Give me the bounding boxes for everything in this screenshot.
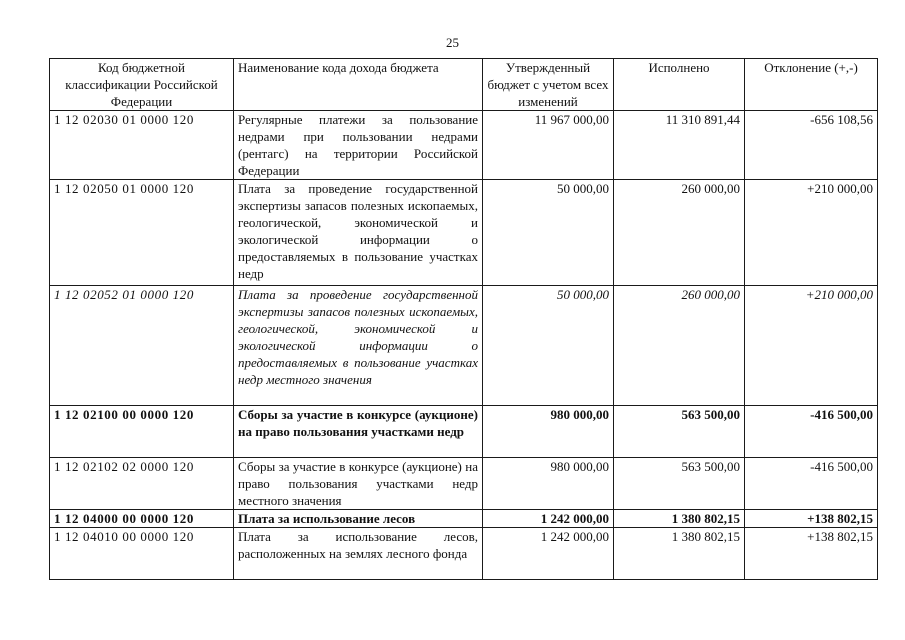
- table-row: [50, 286, 878, 406]
- row-code: 1 12 02030 01 0000 120: [50, 111, 234, 180]
- row-deviation: -416 500,00: [745, 458, 878, 510]
- row-executed: 260 000,00: [614, 286, 745, 406]
- row-executed: 11 310 891,44: [614, 111, 745, 180]
- row-code: 1 12 02050 01 0000 120: [50, 180, 234, 286]
- budget-revenue-table: [49, 58, 878, 580]
- header-name: Наименование кода дохода бюджета: [234, 59, 483, 111]
- row-deviation: +138 802,15: [745, 528, 878, 580]
- row-name: Сборы за участие в конкурсе (аукционе) на право пользования участками недр: [234, 406, 483, 458]
- row-name: Плата за использование лесов, расположенных на землях лесного фонда: [234, 528, 483, 580]
- row-deviation: +210 000,00: [745, 286, 878, 406]
- header-approved: Утвержденный бюджет с учетом всех изменений: [483, 59, 614, 111]
- row-name: Сборы за участие в конкурсе (аукционе) на право пользования участками недр местного значения: [234, 458, 483, 510]
- row-name: Плата за проведение государственной экспертизы запасов полезных ископаемых, геологической, экономической и экологической информации о предоставляемых в пользование участках недр: [234, 180, 483, 286]
- header-executed: Исполнено: [614, 59, 745, 111]
- page-number: 25: [446, 35, 459, 50]
- row-deviation: -416 500,00: [745, 406, 878, 458]
- row-code: 1 12 02052 01 0000 120: [50, 286, 234, 406]
- table-row: [50, 458, 878, 510]
- row-name: Плата за использование лесов: [234, 510, 483, 528]
- row-approved: 50 000,00: [483, 180, 614, 286]
- table-row: [50, 528, 878, 580]
- row-executed: 563 500,00: [614, 458, 745, 510]
- row-approved: 980 000,00: [483, 458, 614, 510]
- header-deviation: Отклонение (+,-): [745, 59, 878, 111]
- row-code: 1 12 04010 00 0000 120: [50, 528, 234, 580]
- row-deviation: -656 108,56: [745, 111, 878, 180]
- row-code: 1 12 02100 00 0000 120: [50, 406, 234, 458]
- row-approved: 980 000,00: [483, 406, 614, 458]
- table-row: [50, 510, 878, 528]
- table-row: [50, 406, 878, 458]
- row-executed: 260 000,00: [614, 180, 745, 286]
- row-executed: 1 380 802,15: [614, 528, 745, 580]
- row-approved: 1 242 000,00: [483, 528, 614, 580]
- row-deviation: +210 000,00: [745, 180, 878, 286]
- row-approved: 11 967 000,00: [483, 111, 614, 180]
- row-approved: 1 242 000,00: [483, 510, 614, 528]
- table-row: [50, 111, 878, 180]
- row-executed: 1 380 802,15: [614, 510, 745, 528]
- row-approved: 50 000,00: [483, 286, 614, 406]
- row-executed: 563 500,00: [614, 406, 745, 458]
- row-code: 1 12 04000 00 0000 120: [50, 510, 234, 528]
- table-row: [50, 180, 878, 286]
- table-header-row: [50, 59, 878, 111]
- header-code: Код бюджетной классификации Российской Федерации: [50, 59, 234, 111]
- row-name: Плата за проведение государственной экспертизы запасов полезных ископаемых, геологической, экономической и экологической информации о предоставляемых в пользование участках недр местного значения: [234, 286, 483, 406]
- row-code: 1 12 02102 02 0000 120: [50, 458, 234, 510]
- row-name: Регулярные платежи за пользование недрами при пользовании недрами (рентагс) на территории Российской Федерации: [234, 111, 483, 180]
- row-deviation: +138 802,15: [745, 510, 878, 528]
